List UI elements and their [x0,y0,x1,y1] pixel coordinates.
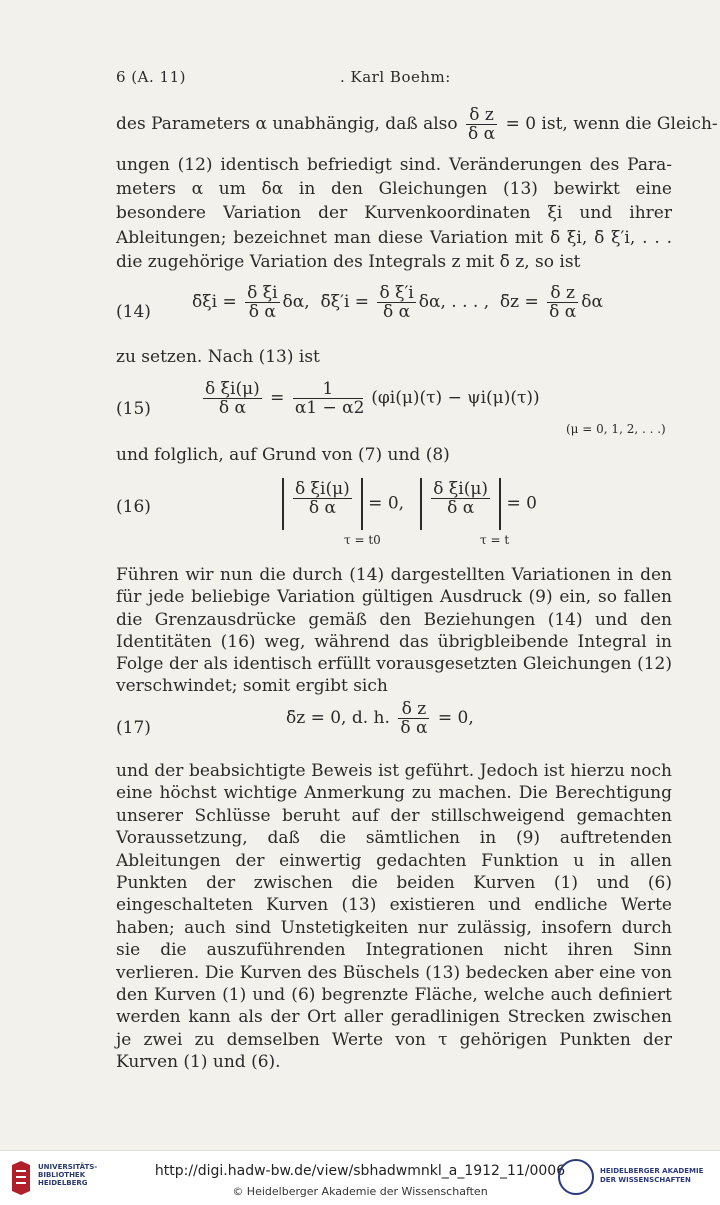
frac-den: δ α [447,498,475,518]
academy-name: HEIDELBERGER AKADEMIE DER WISSENSCHAFTEN [600,1167,704,1184]
paragraph-1-text: ungen (12) identisch befriedigt sind. Veränderungen des Parameters α um δα in den Gleichungen (13) bewirkt eine besondere Variation der Kurvenkoordinaten ξi und ihrer Ableitungen; bezeichnet man diese Variation mit δ̄ ξi, δ̄ ξ′i, . . . die zugehörige Variation des Integrals z mit δ̄ z, so ist [116,155,672,272]
equation-number-16: (16) [116,497,151,517]
frac-den: δ α [248,302,276,322]
eq14-lhs2: δ̄ξ′i = [320,292,370,312]
eq14-term1: δα, [282,292,310,312]
eq16-frac-1 [293,480,352,517]
frac-den: δ α [308,498,336,518]
frac-num: δ z [466,106,497,125]
equation-16 [282,478,537,530]
eq14-frac1 [245,284,279,321]
page-header-left: 6 (A. 11) [116,68,186,86]
equation-number-17: (17) [116,718,151,738]
viewer-footer [0,1150,720,1205]
paragraph-5-text: und der beabsichtigte Beweis ist geführt. Jedoch ist hierzu noch eine höchst wichtige Anmerkung zu machen. Die Berechtigung unserer Schlüsse beruht auf der stillschweigend gemachten Voraussetzung, daß die sämtlichen in (9) auftretenden Ableitungen der einwertig gedachten Funktion u in allen Punkten der zwischen die beiden Kurven (1) und (6) eingeschalteten Kurven (13) existieren und endliche Werte haben; auch sind Unstetigkeiten nur zulässig, insofern durch sie die auszuführenden Integrationen nicht ihren Sinn verlieren. Die Kurven des Büschels (13) bedecken aber eine von den Kurven (1) und (6) begrenzte Fläche, welche auch definiert werden kann als der Ort aller geradlinigen Strecken zwischen je zwei zu demselben Werte von τ gehörigen Punkten der Kurven (1) und (6). [116,761,672,1073]
equation-number-14: (14) [116,302,151,322]
permalink-url[interactable]: http://digi.hadw-bw.de/view/sbhadwmnkl_a_1912_11/0006 [154,1163,566,1179]
eq14-frac2 [377,284,415,321]
eq16-lim-1: τ = t0 [344,533,381,547]
eq16-mid: = 0, [368,493,405,514]
paragraph-2-text: zu setzen. Nach (13) ist [116,347,320,367]
frac-den: δ α [218,398,246,418]
frac-den: δ α [468,124,496,144]
frac-dz-da [466,106,497,143]
frac-num: δ ξi [247,283,278,303]
paragraph-5 [116,760,672,1074]
academy-seal-icon [558,1159,594,1195]
eq16-end: = 0 [506,493,537,514]
eq16-lim-2: τ = t [480,533,510,547]
eq17-b: = 0, [437,708,474,728]
equation-15 [200,380,540,417]
paragraph-2 [116,346,672,368]
frac-den: α1 − α2 [294,398,365,418]
eq15-paren: (φi(μ)(τ) − ψi(μ)(τ)) [371,388,540,408]
copyright: © Heidelberger Akademie der Wissenschaften [232,1185,488,1198]
eq14-lhs1: δ̄ξi = [192,292,237,312]
eq15-frac-rhs [293,380,363,417]
frac-num: δ ξ′i [379,283,414,303]
equation-17 [286,700,474,737]
frac-den: δ α [400,718,428,738]
eq15-equals: = [270,388,285,408]
eq17-a: δ̄z = 0, d. h. [286,708,390,728]
eq14-lhs3: δ̄z = [499,292,539,312]
paragraph-3 [116,444,672,466]
equation-number-15: (15) [116,399,151,419]
frac-num: δ ξi(μ) [295,479,350,499]
equation-14 [192,284,603,321]
page-header-author: . Karl Boehm: [340,68,451,86]
eq16-bracket-1 [282,478,363,530]
eq14-term2: δα, . . . , [418,292,490,312]
eq14-term3: δα [581,292,604,312]
frac-num: δ z [398,700,429,719]
ub-name: UNIVERSITÄTS- BIBLIOTHEK HEIDELBERG [38,1163,98,1187]
frac-num: 1 [293,380,363,399]
paragraph-1-line-1 [116,106,718,143]
paragraph-3-text: und folglich, auf Grund von (7) und (8) [116,445,450,465]
frac-num: δ ξi(μ) [433,479,489,499]
p1-prefix: des Parameters α unabhängig, daß also [116,114,458,134]
paragraph-1 [116,153,672,274]
eq15-frac-lhs [203,380,262,417]
eq16-bracket-2 [420,478,501,530]
eq14-frac3 [547,284,578,321]
eq17-frac [398,700,429,737]
frac-den: δ α [549,302,577,322]
p1-suffix: = 0 ist, wenn die Gleich- [505,114,718,134]
frac-num: δ ξi(μ) [205,379,260,399]
eq16-frac-2 [431,480,490,517]
frac-den: δ α [383,302,411,322]
paragraph-4-text: Führen wir nun die durch (14) dargestellten Variationen in den für jede beliebige Variation gültigen Ausdruck (9) ein, so fallen die Grenzausdrücke gemäß den Beziehungen (14) und den Identitäten (16) weg, während das übrigbleibende Integral in Folge der als identisch erfüllt vorausgesetzten Gleichungen (12) verschwindet; somit ergibt sich [116,565,672,697]
eq15-range: (μ = 0, 1, 2, . . .) [566,422,666,436]
paragraph-4 [116,564,672,698]
frac-num: δ z [547,284,578,303]
